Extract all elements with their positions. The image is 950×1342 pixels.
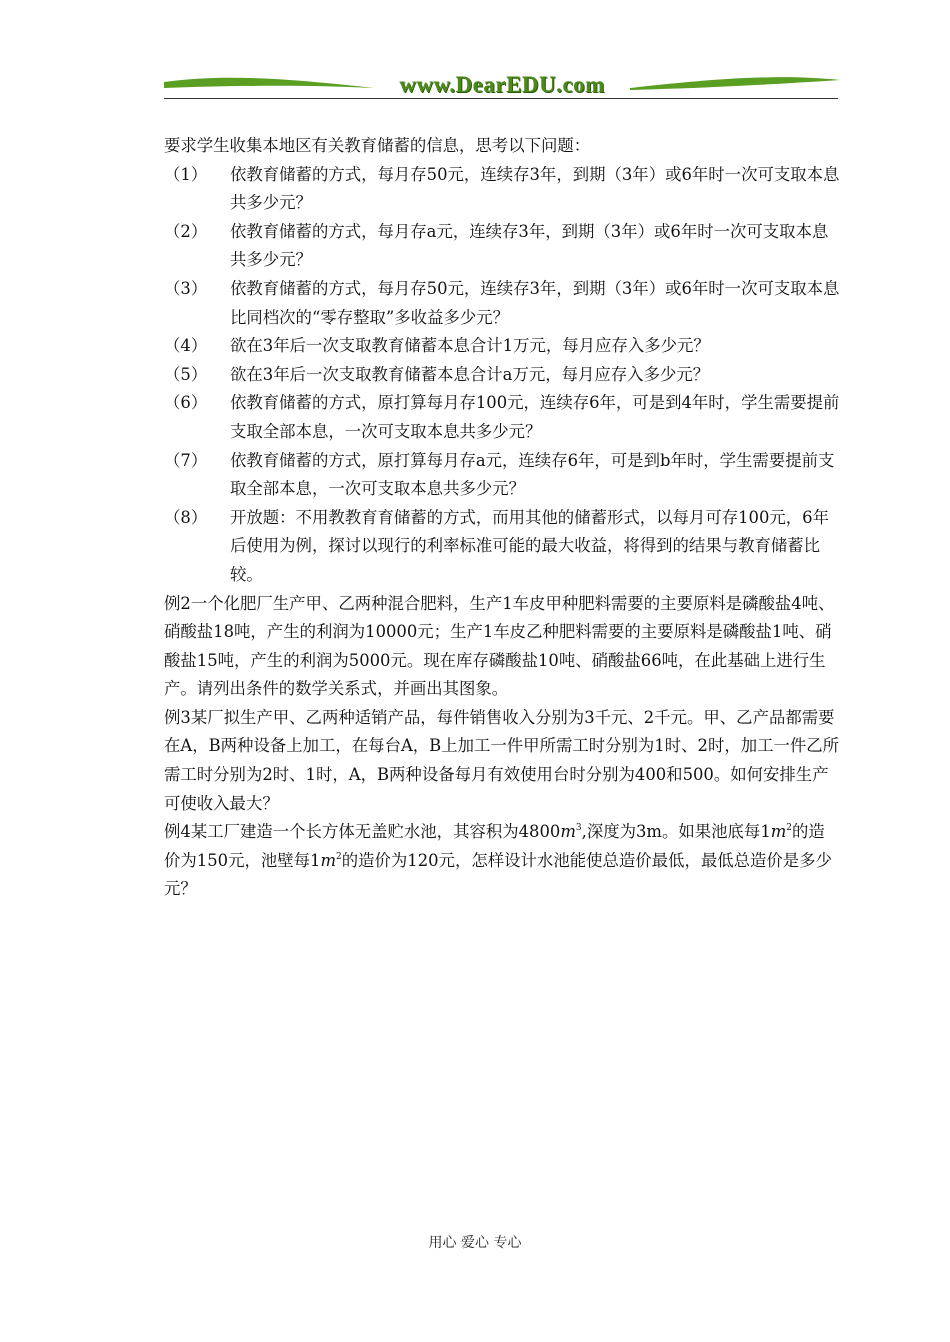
unit-m: m xyxy=(770,822,787,842)
question-item xyxy=(164,447,840,504)
right-swoosh-icon xyxy=(630,76,840,92)
example-4-part2: ,深度为3m。如果池底每1 xyxy=(581,822,771,842)
question-text: 依教育储蓄的方式，每月存50元，连续存3年，到期（3年）或6年时一次可支取本息比同档次的“零存整取”多收益多少元？ xyxy=(230,278,840,327)
question-item xyxy=(164,389,840,446)
question-text: 开放题：不用教教育育储蓄的方式，而用其他的储蓄形式，以每月可存100元，6年后使用为例，探讨以现行的利率标准可能的最大收益，将得到的结果与教育储蓄比较。 xyxy=(230,507,829,584)
question-text: 依教育储蓄的方式，原打算每月存a元，连续存6年，可是到b年时，学生需要提前支取全部本息，一次可支取本息共多少元？ xyxy=(230,450,835,499)
example-2: 例2一个化肥厂生产甲、乙两种混合肥料，生产1车皮甲种肥料需要的主要原料是磷酸盐4吨、硝酸盐18吨，产生的利润为10000元；生产1车皮乙种肥料需要的主要原料是磷酸盐1吨、硝酸盐15吨，产生的利润为5000元。现在库存磷酸盐10吨、硝酸盐66吨，在此基础上进行生产。请列出条件的数学关系式，并画出其图象。 xyxy=(164,593,835,699)
header-divider xyxy=(164,98,838,99)
question-text: 欲在3年后一次支取教育储蓄本息合计1万元，每月应存入多少元？ xyxy=(230,336,710,356)
question-item xyxy=(164,275,840,332)
example-3: 例3某厂拟生产甲、乙两种适销产品，每件销售收入分别为3千元、2千元。甲、乙产品都需要在A，B两种设备上加工，在每台A，B上加工一件甲所需工时分别为1时、2时，加工一件乙所需工时分别为2时、1时，A，B两种设备每月有效使用台时分别为400和500。如何安排生产可使收入最大？ xyxy=(164,707,840,813)
question-text: 依教育储蓄的方式，原打算每月存100元，连续存6年，可是到4年时，学生需要提前支取全部本息，一次可支取本息共多少元？ xyxy=(230,393,840,441)
exponent-2: 2 xyxy=(336,851,342,862)
unit-m: m xyxy=(320,850,336,870)
question-item xyxy=(164,161,840,218)
page-footer: 用心 爱心 专心 xyxy=(428,1235,522,1251)
exponent-2: 2 xyxy=(786,823,793,834)
question-number: （6） xyxy=(164,393,208,413)
question-number: （4） xyxy=(164,336,208,356)
question-number: （5） xyxy=(164,364,208,384)
question-number: （3） xyxy=(164,278,208,298)
site-logo: www.DearEDU.com xyxy=(399,72,605,97)
example-4 xyxy=(164,818,840,904)
question-number: （7） xyxy=(164,450,208,470)
question-item xyxy=(164,332,840,361)
question-text: 欲在3年后一次支取教育储蓄本息合计a万元，每月应存入多少元？ xyxy=(230,364,710,384)
left-swoosh-icon xyxy=(164,76,374,92)
question-number: （8） xyxy=(164,507,208,527)
intro-text: 要求学生收集本地区有关教育储蓄的信息，思考以下问题： xyxy=(164,136,591,155)
question-item xyxy=(164,361,840,390)
question-item xyxy=(164,218,840,275)
question-text: 依教育储蓄的方式，每月存a元，连续存3年，到期（3年）或6年时一次可支取本息共多少元？ xyxy=(230,221,829,270)
question-number: （2） xyxy=(164,221,208,241)
unit-m: m xyxy=(560,822,576,842)
example-4-part3: 的造价为150元，池壁每1 xyxy=(164,822,825,870)
question-number: （1） xyxy=(164,164,208,184)
exponent-3: 3 xyxy=(575,823,582,834)
question-text: 依教育储蓄的方式，每月存50元，连续存3年，到期（3年）或6年时一次可支取本息共多少元？ xyxy=(230,164,840,213)
question-item xyxy=(164,504,840,590)
example-4-part1: 例4某工厂建造一个长方体无盖贮水池，其容积为4800 xyxy=(164,822,561,842)
document-body xyxy=(164,132,840,904)
example-4-part4: 的造价为120元，怎样设计水池能使总造价最低，最低总造价是多少元？ xyxy=(164,850,832,899)
